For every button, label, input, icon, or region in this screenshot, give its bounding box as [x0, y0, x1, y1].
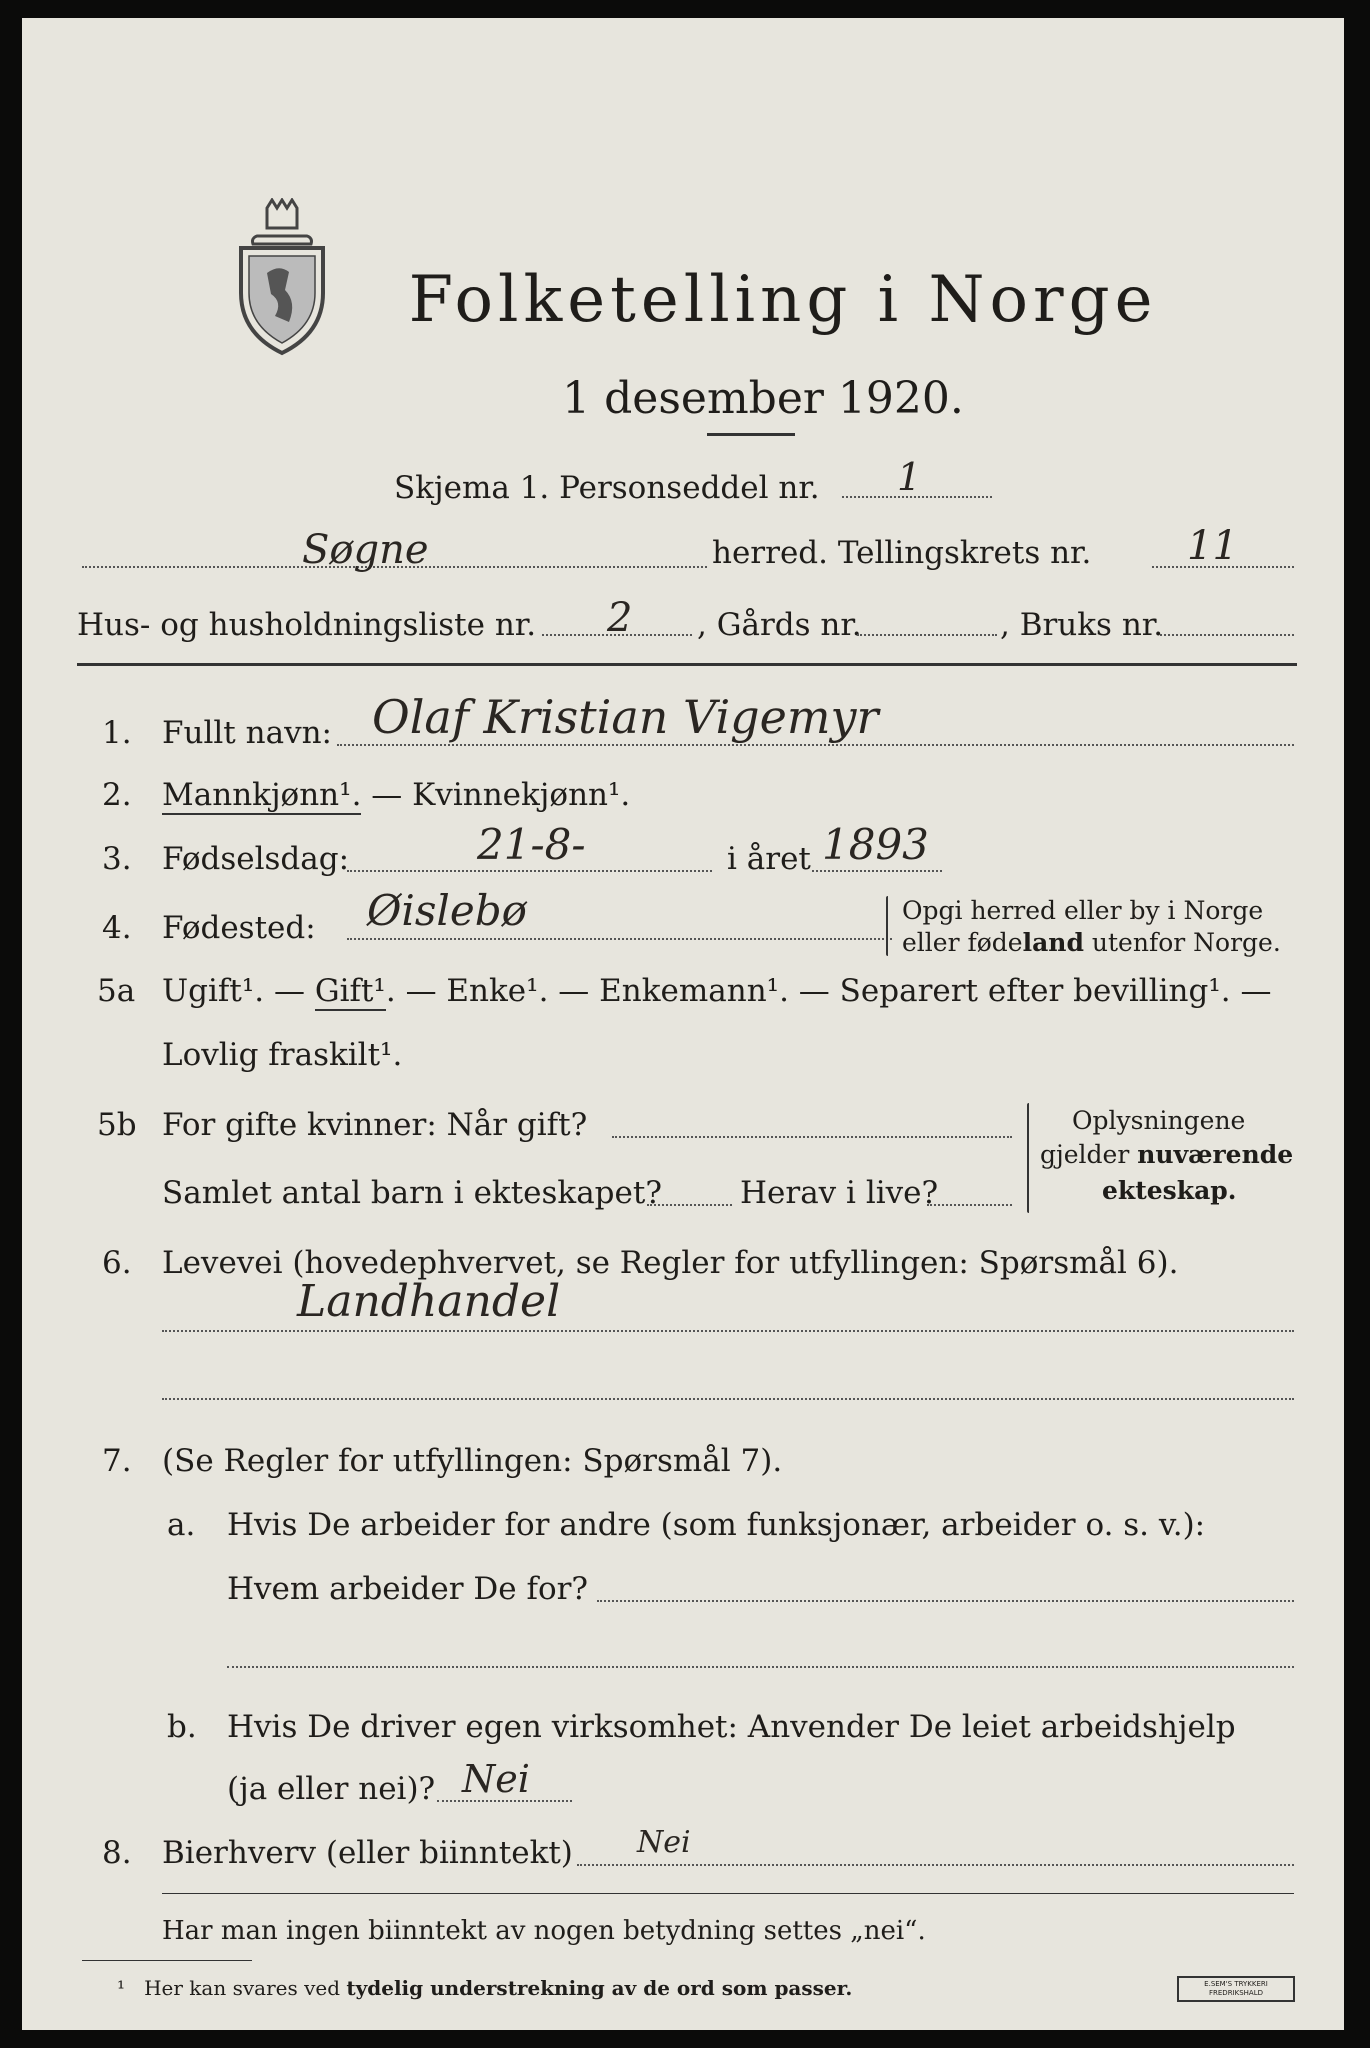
- gards-label: , Gårds nr.: [697, 607, 862, 643]
- children-alive-field[interactable]: [927, 1204, 1012, 1206]
- q4-brace: [886, 896, 888, 956]
- tellingskrets-value: 11: [1187, 523, 1238, 569]
- gender-male[interactable]: Mannkjønn¹.: [162, 777, 362, 813]
- q5b-note-2: [1040, 1142, 1293, 1167]
- marital-options: [162, 973, 1272, 1009]
- employer-field-2[interactable]: [227, 1666, 1294, 1668]
- herred-label: herred. Tellingskrets nr.: [712, 535, 1092, 571]
- bruks-field[interactable]: [1160, 634, 1294, 636]
- q4-note-2c: utenfor Norge.: [1083, 928, 1281, 957]
- q7-label: (Se Regler for utfyllingen: Spørsmål 7).: [162, 1443, 783, 1479]
- q5b-label-3: Herav i live?: [740, 1175, 939, 1211]
- q7b-label: Hvis De driver egen virksomhet: Anvender De leiet arbeidshjelp: [227, 1709, 1236, 1745]
- birthday-field[interactable]: [347, 870, 712, 872]
- occupation-field-2[interactable]: [162, 1398, 1294, 1400]
- gender-female[interactable]: — Kvinnekjønn¹.: [361, 777, 631, 813]
- page-title: Folketelling i Norge: [408, 263, 1158, 337]
- q5b-brace: [1027, 1103, 1029, 1213]
- gender-options: [162, 777, 631, 813]
- footnote: [117, 1978, 852, 1998]
- q3-number: 3.: [102, 841, 132, 877]
- footnote-mark: ¹: [117, 1976, 126, 2000]
- hired-help-value: Nei: [462, 1757, 530, 1801]
- q5b-note-2b: nuværende: [1137, 1140, 1294, 1169]
- occupation-field[interactable]: [162, 1330, 1294, 1332]
- q7a-label: Hvis De arbeider for andre (som funksjonær, arbeider o. s. v.):: [227, 1507, 1206, 1543]
- q1-number: 1.: [102, 715, 132, 751]
- q5b-label-2: Samlet antal barn i ekteskapet?: [162, 1175, 662, 1211]
- hus-label: Hus- og husholdningsliste nr.: [77, 607, 537, 643]
- q5b-label-1: For gifte kvinner: Når gift?: [162, 1107, 588, 1143]
- birth-year-value: 1893: [822, 820, 929, 869]
- birthday-value: 21-8-: [477, 820, 586, 869]
- printer-stamp: E.SEM'S TRYKKERI FREDRIKSHALD: [1177, 1976, 1295, 2002]
- q3-label: Fødselsdag:: [162, 841, 350, 877]
- q8-label: Bierhverv (eller biinntekt): [162, 1835, 573, 1871]
- personseddel-value: 1: [897, 455, 922, 499]
- gards-field[interactable]: [857, 634, 997, 636]
- employer-field[interactable]: [597, 1600, 1294, 1602]
- bruks-label: , Bruks nr.: [1000, 607, 1164, 643]
- q2-number: 2.: [102, 777, 132, 813]
- q4-label: Fødested:: [162, 910, 316, 946]
- q4-note-2b: land: [1022, 928, 1084, 957]
- footnote-text-a: Her kan svares ved: [144, 1976, 347, 2000]
- birth-year-field[interactable]: [812, 870, 942, 872]
- q8-number: 8.: [102, 1835, 132, 1871]
- q7-number: 7.: [102, 1443, 132, 1479]
- children-total-field[interactable]: [647, 1204, 732, 1206]
- birthplace-value: Øislebø: [367, 886, 527, 935]
- q7a-label-2: Hvem arbeider De for?: [227, 1571, 589, 1607]
- q4-note-2: [902, 930, 1281, 955]
- q4-number: 4.: [102, 910, 132, 946]
- birth-year-label: i året: [727, 841, 811, 877]
- side-income-value: Nei: [637, 1825, 691, 1860]
- q5b-note-3: ekteskap.: [1102, 1176, 1237, 1205]
- q1-label: Fullt navn:: [162, 715, 332, 751]
- q5a-number: 5a: [97, 973, 136, 1009]
- q7a-letter: a.: [167, 1507, 196, 1543]
- q7b-letter: b.: [167, 1709, 197, 1745]
- nei-instruction: Har man ingen biinntekt av nogen betydning settes „nei“.: [162, 1916, 926, 1946]
- marital-divorced[interactable]: Lovlig fraskilt¹.: [162, 1037, 403, 1073]
- full-name-field[interactable]: [337, 744, 1294, 746]
- footnote-text-b: tydelig understrekning av de ord som passer.: [346, 1976, 853, 2000]
- side-income-field[interactable]: [577, 1864, 1294, 1866]
- footnote-divider: [82, 1960, 252, 1961]
- q4-note-2a: eller føde: [902, 928, 1023, 957]
- census-date: 1 desember 1920.: [562, 373, 964, 424]
- q7b-label-2: (ja eller nei)?: [227, 1771, 436, 1807]
- census-form-page: [22, 18, 1344, 2030]
- marital-other[interactable]: . — Enke¹. — Enkemann¹. — Separert efter bevilling¹. —: [385, 973, 1272, 1009]
- q8-divider: [162, 1893, 1294, 1894]
- q6-label: Levevei (hovedерhvervet, se Regler for utfyllingen: Spørsmål 6).: [162, 1245, 1179, 1281]
- marital-married[interactable]: Gift¹: [314, 973, 386, 1009]
- full-name-value: Olaf Kristian Vigemyr: [372, 690, 879, 744]
- birthplace-field[interactable]: [347, 938, 892, 940]
- header-divider: [77, 663, 1297, 666]
- marital-unmarried[interactable]: Ugift¹. —: [162, 973, 315, 1009]
- q6-number: 6.: [102, 1245, 132, 1281]
- q5b-note-1: Oplysningene: [1072, 1106, 1246, 1135]
- q5b-number: 5b: [97, 1107, 137, 1143]
- skjema-label: Skjema 1. Personseddel nr.: [394, 470, 820, 506]
- hus-value: 2: [607, 595, 633, 641]
- q4-note-1: Opgi herred eller by i Norge: [902, 896, 1264, 925]
- municipality-value: Søgne: [302, 527, 429, 573]
- married-when-field[interactable]: [612, 1136, 1012, 1138]
- title-divider: [707, 433, 795, 436]
- occupation-value: Landhandel: [297, 1276, 561, 1327]
- q5b-note-2a: gjelder: [1040, 1140, 1130, 1169]
